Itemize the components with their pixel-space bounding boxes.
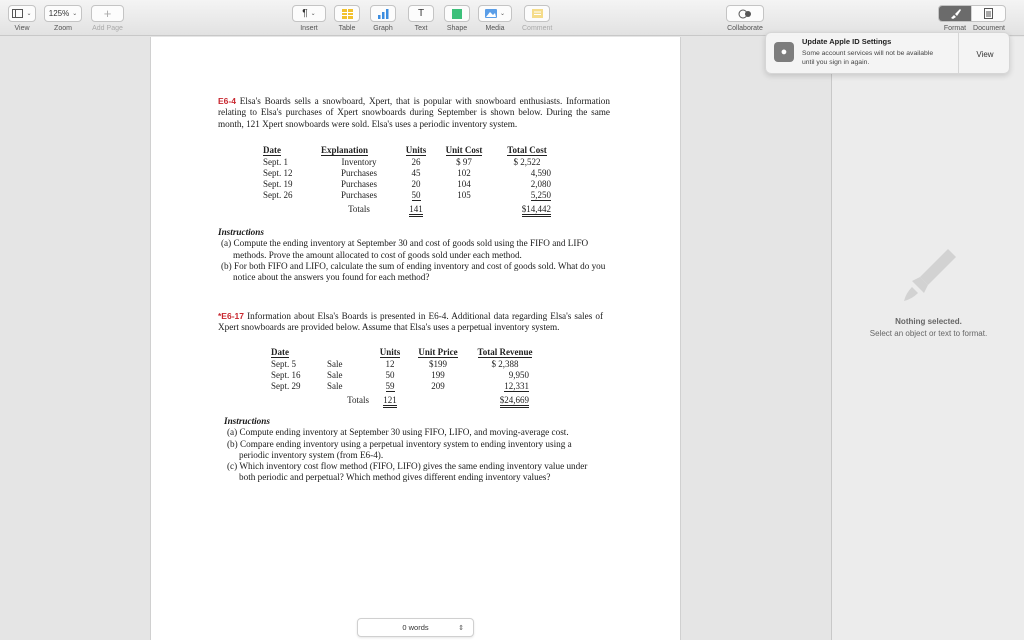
format-sidebar xyxy=(831,37,1024,640)
comment-button[interactable] xyxy=(524,5,550,22)
table-cell: Sept. 16 xyxy=(271,370,301,380)
table-row xyxy=(261,168,559,179)
instruction-item: (a) Compute ending inventory at September 30 using FIFO, LIFO, and moving-average cost. xyxy=(227,427,569,438)
table-cell: Sale xyxy=(327,370,343,380)
collaborate-control[interactable] xyxy=(726,5,764,32)
media-control[interactable] xyxy=(478,5,512,32)
comment-label: Comment xyxy=(522,25,553,32)
instruction-item: (b) For both FIFO and LIFO, calculate the sum of ending inventory and cost of goods sold. What do you notice about the answers you found for each method? xyxy=(221,260,606,283)
table-cell: 209 xyxy=(431,381,445,391)
document-icon xyxy=(984,8,993,19)
table-label: Table xyxy=(338,25,356,32)
table-cell: Purchases xyxy=(341,168,377,178)
purchases-table[interactable] xyxy=(261,145,559,215)
chevron-down-icon: ⌄ xyxy=(72,11,78,17)
totals-row xyxy=(269,392,543,406)
toolbar xyxy=(0,0,1024,36)
table-cell: Sale xyxy=(327,359,343,369)
exercise-text: Elsa's Boards sells a snowboard, Xpert, that is popular with snowboard enthusiasts. Information relating to Elsa's purchases of Xpert snowboards during September is shown below. During the same month, 121 Xpert snowboards were sold. Elsa's uses a periodic inventory system. xyxy=(218,96,610,129)
insert-label: Insert xyxy=(300,25,318,32)
collaborate-label: Collaborate xyxy=(727,25,763,32)
exercise-e6-17-intro[interactable] xyxy=(218,311,603,334)
notification-view-button[interactable]: View xyxy=(976,49,994,59)
table-cell: Purchases xyxy=(341,179,377,189)
totals-row xyxy=(261,201,559,215)
shape-control[interactable] xyxy=(444,5,470,32)
nothing-selected-hint: Select an object or text to format. xyxy=(869,329,988,338)
comment-control[interactable] xyxy=(522,5,552,32)
table-cell: $199 xyxy=(429,359,447,369)
format-tab[interactable] xyxy=(939,6,972,21)
table-cell: Sept. 29 xyxy=(271,381,301,391)
text-label: Text xyxy=(414,25,428,32)
word-count-label: 0 words xyxy=(402,623,429,632)
table-cell: 105 xyxy=(457,190,471,200)
table-cell: Sept. 1 xyxy=(263,157,289,167)
table-header: Explanation xyxy=(321,145,369,155)
paragraph-icon: ¶ xyxy=(302,8,308,19)
document-tab[interactable] xyxy=(972,6,1005,21)
bar-chart-icon xyxy=(378,9,389,19)
insert-control[interactable] xyxy=(292,5,326,32)
text-control[interactable] xyxy=(408,5,434,32)
table-cell: 102 xyxy=(457,168,471,178)
view-button[interactable] xyxy=(8,5,36,22)
table-header: Unit Price xyxy=(418,347,458,357)
table-row xyxy=(261,179,559,190)
exercise-text: Information about Elsa's Boards is presented in E6-4. Additional data regarding Elsa's sales of Xpert snowboards are provided below. Assume that Elsa's uses a perpetual inventory system. xyxy=(218,311,603,333)
shape-icon xyxy=(452,9,462,19)
nothing-selected-title: Nothing selected. xyxy=(895,317,962,326)
sidebar-view-icon xyxy=(12,9,23,18)
zoom-control[interactable] xyxy=(44,5,82,32)
exercise-e6-4-intro[interactable] xyxy=(218,96,610,130)
table-icon xyxy=(342,9,353,19)
instructions-heading: Instructions xyxy=(218,227,264,237)
table-cell: 50 xyxy=(385,370,395,380)
table-cell: Sept. 26 xyxy=(263,190,293,200)
comment-icon xyxy=(532,9,543,18)
chevron-down-icon: ⌄ xyxy=(499,11,506,17)
add-page-control[interactable] xyxy=(91,5,124,32)
text-icon: T xyxy=(417,8,425,19)
table-cell: 26 xyxy=(411,157,421,167)
table-cell: Sept. 5 xyxy=(271,359,297,369)
chevron-down-icon: ⌄ xyxy=(26,11,32,17)
notification-title: Update Apple ID Settings xyxy=(802,37,892,46)
table-row xyxy=(269,381,543,392)
table-cell: 12,331 xyxy=(504,381,529,391)
insert-button[interactable] xyxy=(292,5,326,22)
image-icon xyxy=(485,9,497,18)
table-cell: $ 2,388 xyxy=(491,359,519,369)
table-header: Date xyxy=(271,347,289,357)
total-revenue: $24,669 xyxy=(500,395,529,408)
media-label: Media xyxy=(485,25,505,32)
sales-table[interactable] xyxy=(269,347,543,406)
table-header: Units xyxy=(379,347,401,357)
up-down-chevron-icon: ⇕ xyxy=(458,624,464,632)
plus-icon: + xyxy=(103,6,112,21)
exercise-id: E6-4 xyxy=(218,96,236,106)
collaborate-button[interactable] xyxy=(726,5,764,22)
totals-label: Totals xyxy=(348,204,370,214)
word-count-control[interactable] xyxy=(357,618,474,637)
exercise-id: *E6-17 xyxy=(218,311,244,321)
zoom-select[interactable] xyxy=(44,5,82,22)
paintbrush-icon xyxy=(950,9,961,19)
table-header: Total Cost xyxy=(507,145,547,155)
apple-id-notification[interactable] xyxy=(765,32,1010,74)
add-page-label: Add Page xyxy=(92,25,123,32)
instructions-heading: Instructions xyxy=(224,416,270,426)
table-cell: Sept. 19 xyxy=(263,179,293,189)
view-label: View xyxy=(14,25,30,32)
table-cell: Sale xyxy=(327,381,343,391)
instruction-item: (c) Which inventory cost flow method (FIFO, LIFO) gives the same ending inventory value under both periodic and perpetual? Which method gives different ending inventory values? xyxy=(227,461,588,483)
instruction-item: (b) Compare ending inventory using a perpetual inventory system to ending inventory using a periodic inventory system (from E6-4). xyxy=(227,438,572,460)
zoom-label: Zoom xyxy=(54,25,72,32)
table-cell: 2,080 xyxy=(530,179,551,189)
apple-icon: ● xyxy=(774,42,794,62)
table-cell: Sept. 12 xyxy=(263,168,293,178)
instruction-item: (a) Compute the ending inventory at September 30 and cost of goods sold using the FIFO and LIFO methods. Prove the amount allocated to cost of goods sold under each method. xyxy=(221,238,589,260)
document-canvas xyxy=(0,37,831,640)
table-cell: $ 2,522 xyxy=(513,157,541,167)
text-button[interactable] xyxy=(408,5,434,22)
table-header: Date xyxy=(263,145,281,155)
exercise-e6-4-instructions[interactable] xyxy=(218,227,610,283)
table-cell: 104 xyxy=(457,179,471,189)
table-control[interactable] xyxy=(334,5,360,32)
table-cell: 59 xyxy=(385,381,395,391)
table-cell: 20 xyxy=(411,179,421,189)
zoom-value: 125% xyxy=(48,9,70,18)
table-header: Units xyxy=(405,145,427,155)
table-row xyxy=(269,359,543,370)
exercise-e6-17-instructions[interactable] xyxy=(224,416,603,484)
table-row xyxy=(261,157,559,168)
table-header: Total Revenue xyxy=(477,347,533,357)
table-cell: 4,590 xyxy=(530,168,551,178)
shape-label: Shape xyxy=(446,25,468,32)
chevron-down-icon: ⌄ xyxy=(310,11,316,17)
media-button[interactable] xyxy=(478,5,512,22)
table-cell: 199 xyxy=(431,370,445,380)
graph-button[interactable] xyxy=(370,5,396,22)
table-cell: $ 97 xyxy=(456,157,472,167)
graph-label: Graph xyxy=(373,25,393,32)
format-label: Format xyxy=(943,25,967,32)
table-cell: 12 xyxy=(385,359,395,369)
table-header: Unit Cost xyxy=(445,145,483,155)
add-page-button[interactable] xyxy=(91,5,124,22)
table-cell: Inventory xyxy=(341,157,377,167)
total-cost: $14,442 xyxy=(522,204,551,217)
table-cell: 5,250 xyxy=(530,190,551,200)
total-units: 121 xyxy=(383,395,397,408)
table-row xyxy=(269,370,543,381)
table-cell: 50 xyxy=(411,190,421,200)
table-button[interactable] xyxy=(334,5,360,22)
notification-body: Some account services will not be available until you sign in again. xyxy=(802,50,934,66)
table-row xyxy=(261,190,559,201)
table-cell: 9,950 xyxy=(508,370,529,380)
totals-label: Totals xyxy=(347,395,369,405)
graph-control[interactable] xyxy=(370,5,396,32)
table-cell: Purchases xyxy=(341,190,377,200)
format-control[interactable] xyxy=(938,5,1006,32)
shape-button[interactable] xyxy=(444,5,470,22)
total-units: 141 xyxy=(409,204,423,217)
table-cell: 45 xyxy=(411,168,421,178)
paintbrush-icon xyxy=(900,247,958,305)
view-control[interactable] xyxy=(8,5,36,32)
document-page[interactable] xyxy=(150,37,681,640)
collaborate-icon xyxy=(738,9,752,19)
inspector-segmented[interactable] xyxy=(938,5,1006,22)
document-label: Document xyxy=(973,25,1005,32)
